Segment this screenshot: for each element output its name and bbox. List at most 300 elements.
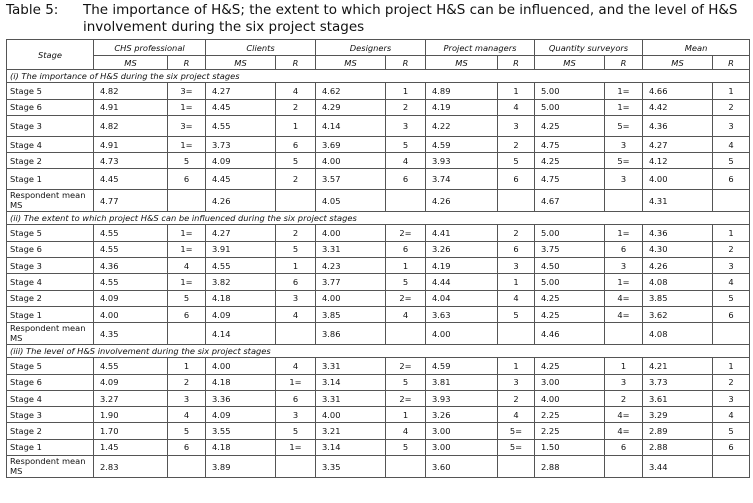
group-header-project-managers: Project managers	[426, 40, 535, 56]
rank-cell: 4	[276, 358, 316, 374]
table-row	[7, 153, 750, 169]
ms-cell: 4.25	[535, 153, 605, 169]
ms-cell: 3.74	[426, 169, 498, 190]
empty-rank-cell	[168, 190, 206, 212]
rank-cell: 2	[168, 374, 206, 390]
respondent-mean-value: 2.88	[535, 456, 605, 478]
rank-cell: 1=	[605, 99, 643, 115]
rank-cell: 5	[498, 153, 535, 169]
ms-cell: 4.22	[426, 115, 498, 136]
stage-header: Stage	[7, 40, 94, 70]
empty-rank-cell	[276, 190, 316, 212]
rank-cell: 1=	[276, 374, 316, 390]
rank-cell: 4	[276, 306, 316, 322]
ms-cell: 4.36	[643, 115, 713, 136]
rank-cell: 3	[168, 390, 206, 406]
rank-cell: 4	[276, 83, 316, 99]
ms-cell: 4.19	[426, 258, 498, 274]
subheader-ms: MS	[535, 56, 605, 70]
ms-cell: 4.00	[316, 407, 386, 423]
ms-cell: 4.00	[206, 358, 276, 374]
ms-cell: 3.31	[316, 241, 386, 257]
empty-rank-cell	[386, 456, 426, 478]
ms-cell: 2.88	[643, 439, 713, 455]
ms-cell: 5.00	[535, 83, 605, 99]
respondent-mean-value: 4.67	[535, 190, 605, 212]
rank-cell: 4	[168, 407, 206, 423]
rank-cell: 6	[168, 306, 206, 322]
subheader-r: R	[386, 56, 426, 70]
stage-label: Stage 2	[7, 290, 94, 306]
ms-cell: 2.25	[535, 407, 605, 423]
rank-cell: 4	[713, 136, 750, 152]
ms-cell: 3.85	[316, 306, 386, 322]
table-row	[7, 99, 750, 115]
ms-cell: 4.45	[206, 169, 276, 190]
rank-cell: 1	[276, 258, 316, 274]
table-row	[7, 290, 750, 306]
respondent-mean-value: 4.14	[206, 323, 276, 345]
respondent-mean-row	[7, 323, 750, 345]
group-header-mean: Mean	[643, 40, 750, 56]
ms-cell: 4.08	[643, 274, 713, 290]
ms-cell: 4.41	[426, 225, 498, 241]
stage-label: Stage 5	[7, 358, 94, 374]
empty-rank-cell	[168, 456, 206, 478]
rank-cell: 1=	[276, 439, 316, 455]
ms-cell: 3.81	[426, 374, 498, 390]
rank-cell: 1	[498, 358, 535, 374]
ms-cell: 4.00	[643, 169, 713, 190]
respondent-mean-value: 3.86	[316, 323, 386, 345]
rank-cell: 4	[498, 99, 535, 115]
ms-cell: 4.23	[316, 258, 386, 274]
respondent-mean-value: 3.89	[206, 456, 276, 478]
rank-cell: 3	[713, 115, 750, 136]
rank-cell: 2=	[386, 290, 426, 306]
rank-cell: 3	[605, 258, 643, 274]
stage-label: Stage 1	[7, 439, 94, 455]
respondent-mean-value: 3.35	[316, 456, 386, 478]
rank-cell: 1	[498, 274, 535, 290]
rank-cell: 6	[605, 241, 643, 257]
ms-cell: 4.09	[206, 407, 276, 423]
section-title-row	[7, 70, 750, 83]
ms-cell: 3.63	[426, 306, 498, 322]
rank-cell: 6	[713, 169, 750, 190]
rank-cell: 3	[386, 115, 426, 136]
ms-cell: 4.55	[206, 258, 276, 274]
ms-cell: 4.82	[94, 115, 168, 136]
ms-cell: 4.09	[94, 290, 168, 306]
stage-label: Stage 2	[7, 423, 94, 439]
ms-cell: 1.70	[94, 423, 168, 439]
respondent-mean-value: 4.31	[643, 190, 713, 212]
caption-title: The importance of H&S; the extent to which project H&S can be influenced, and the level of H&S involvement during the six project stages	[83, 2, 738, 35]
table-row	[7, 241, 750, 257]
rank-cell: 6	[276, 390, 316, 406]
rank-cell: 6	[276, 136, 316, 152]
rank-cell: 1=	[168, 274, 206, 290]
rank-cell: 5	[498, 306, 535, 322]
rank-cell: 3	[605, 136, 643, 152]
rank-cell: 2	[386, 99, 426, 115]
respondent-mean-row	[7, 190, 750, 212]
rank-cell: 4	[168, 258, 206, 274]
rank-cell: 6	[498, 241, 535, 257]
ms-cell: 4.73	[94, 153, 168, 169]
rank-cell: 2	[276, 225, 316, 241]
ms-cell: 3.31	[316, 390, 386, 406]
table-row	[7, 423, 750, 439]
rank-cell: 2	[605, 390, 643, 406]
ms-cell: 2.89	[643, 423, 713, 439]
rank-cell: 2	[498, 390, 535, 406]
rank-cell: 6	[386, 241, 426, 257]
ms-cell: 4.18	[206, 439, 276, 455]
ms-cell: 4.66	[643, 83, 713, 99]
rank-cell: 2=	[386, 225, 426, 241]
rank-cell: 3=	[168, 115, 206, 136]
ms-cell: 4.55	[94, 225, 168, 241]
ms-cell: 4.09	[206, 153, 276, 169]
rank-cell: 4	[386, 423, 426, 439]
ms-cell: 4.27	[206, 225, 276, 241]
ms-cell: 4.45	[206, 99, 276, 115]
ms-cell: 4.59	[426, 136, 498, 152]
ms-cell: 4.82	[94, 83, 168, 99]
rank-cell: 5=	[605, 153, 643, 169]
group-header-quantity-surveyors: Quantity surveyors	[535, 40, 643, 56]
rank-cell: 2=	[386, 390, 426, 406]
ms-cell: 4.42	[643, 99, 713, 115]
table-body	[7, 70, 750, 478]
ms-cell: 3.55	[206, 423, 276, 439]
ms-cell: 4.25	[535, 115, 605, 136]
ms-cell: 2.25	[535, 423, 605, 439]
group-header-designers: Designers	[316, 40, 426, 56]
rank-cell: 5	[276, 153, 316, 169]
rank-cell: 3=	[168, 83, 206, 99]
stage-label: Stage 4	[7, 136, 94, 152]
stage-label: Stage 1	[7, 306, 94, 322]
table-row	[7, 169, 750, 190]
rank-cell: 5	[713, 423, 750, 439]
subheader-r: R	[276, 56, 316, 70]
rank-cell: 1	[713, 225, 750, 241]
ms-cell: 3.14	[316, 374, 386, 390]
group-header-chs: CHS professional	[94, 40, 206, 56]
rank-cell: 5	[276, 241, 316, 257]
rank-cell: 2	[713, 374, 750, 390]
empty-rank-cell	[498, 323, 535, 345]
ms-cell: 4.04	[426, 290, 498, 306]
rank-cell: 1	[386, 258, 426, 274]
rank-cell: 4	[713, 274, 750, 290]
stage-label: Stage 6	[7, 99, 94, 115]
ms-cell: 3.73	[643, 374, 713, 390]
stage-label: Stage 6	[7, 374, 94, 390]
ms-cell: 4.25	[535, 290, 605, 306]
section-title: (iii) The level of H&S involvement during the six project stages	[7, 345, 750, 358]
ms-cell: 4.91	[94, 99, 168, 115]
rank-cell: 6	[168, 439, 206, 455]
hs-stages-table	[6, 39, 750, 478]
subheader-ms: MS	[316, 56, 386, 70]
ms-cell: 4.59	[426, 358, 498, 374]
rank-cell: 4	[713, 407, 750, 423]
subheader-r: R	[605, 56, 643, 70]
rank-cell: 5	[386, 374, 426, 390]
ms-cell: 4.89	[426, 83, 498, 99]
ms-cell: 4.50	[535, 258, 605, 274]
ms-cell: 4.36	[643, 225, 713, 241]
empty-rank-cell	[276, 456, 316, 478]
subheader-r: R	[498, 56, 535, 70]
ms-cell: 4.19	[426, 99, 498, 115]
ms-cell: 3.00	[535, 374, 605, 390]
rank-cell: 2	[276, 169, 316, 190]
ms-cell: 4.44	[426, 274, 498, 290]
ms-cell: 5.00	[535, 99, 605, 115]
ms-cell: 4.27	[206, 83, 276, 99]
rank-cell: 6	[713, 306, 750, 322]
table-row	[7, 274, 750, 290]
ms-cell: 4.00	[535, 390, 605, 406]
table-row	[7, 258, 750, 274]
empty-rank-cell	[605, 456, 643, 478]
rank-cell: 5=	[498, 439, 535, 455]
stage-label: Stage 4	[7, 274, 94, 290]
stage-label: Stage 3	[7, 115, 94, 136]
ms-cell: 3.93	[426, 153, 498, 169]
ms-cell: 4.12	[643, 153, 713, 169]
rank-cell: 5=	[498, 423, 535, 439]
ms-cell: 4.09	[206, 306, 276, 322]
rank-cell: 3	[276, 290, 316, 306]
subheader-row	[7, 56, 750, 70]
rank-cell: 2	[498, 136, 535, 152]
stage-label: Stage 5	[7, 83, 94, 99]
empty-rank-cell	[713, 323, 750, 345]
ms-cell: 4.14	[316, 115, 386, 136]
respondent-mean-value: 4.46	[535, 323, 605, 345]
respondent-mean-value: 3.44	[643, 456, 713, 478]
ms-cell: 3.77	[316, 274, 386, 290]
rank-cell: 5	[168, 423, 206, 439]
respondent-mean-label: Respondent mean MS	[7, 190, 94, 212]
table-row	[7, 83, 750, 99]
rank-cell: 1	[713, 83, 750, 99]
rank-cell: 5	[276, 423, 316, 439]
respondent-mean-value: 2.83	[94, 456, 168, 478]
rank-cell: 3	[498, 115, 535, 136]
subheader-r: R	[168, 56, 206, 70]
table-row	[7, 225, 750, 241]
ms-cell: 4.36	[94, 258, 168, 274]
ms-cell: 3.85	[643, 290, 713, 306]
rank-cell: 4	[386, 306, 426, 322]
rank-cell: 3	[713, 390, 750, 406]
ms-cell: 4.18	[206, 374, 276, 390]
rank-cell: 1=	[168, 136, 206, 152]
section-title-row	[7, 212, 750, 225]
ms-cell: 3.36	[206, 390, 276, 406]
rank-cell: 4=	[605, 306, 643, 322]
ms-cell: 4.75	[535, 169, 605, 190]
ms-cell: 3.62	[643, 306, 713, 322]
ms-cell: 4.00	[316, 225, 386, 241]
ms-cell: 4.55	[94, 241, 168, 257]
ms-cell: 4.55	[206, 115, 276, 136]
table-row	[7, 374, 750, 390]
ms-cell: 3.00	[426, 439, 498, 455]
ms-cell: 4.91	[94, 136, 168, 152]
ms-cell: 4.27	[643, 136, 713, 152]
table-row	[7, 136, 750, 152]
rank-cell: 2	[276, 99, 316, 115]
rank-cell: 5	[168, 290, 206, 306]
rank-cell: 6	[168, 169, 206, 190]
rank-cell: 4	[386, 153, 426, 169]
rank-cell: 5	[386, 439, 426, 455]
rank-cell: 3	[276, 407, 316, 423]
rank-cell: 5	[386, 136, 426, 152]
ms-cell: 4.00	[316, 290, 386, 306]
subheader-ms: MS	[94, 56, 168, 70]
ms-cell: 3.82	[206, 274, 276, 290]
ms-cell: 4.30	[643, 241, 713, 257]
rank-cell: 3	[498, 258, 535, 274]
rank-cell: 5	[713, 153, 750, 169]
stage-label: Stage 6	[7, 241, 94, 257]
empty-rank-cell	[713, 190, 750, 212]
ms-cell: 3.14	[316, 439, 386, 455]
group-header-clients: Clients	[206, 40, 316, 56]
ms-cell: 4.75	[535, 136, 605, 152]
rank-cell: 4	[498, 407, 535, 423]
ms-cell: 3.26	[426, 407, 498, 423]
ms-cell: 4.25	[535, 358, 605, 374]
ms-cell: 4.18	[206, 290, 276, 306]
rank-cell: 6	[386, 169, 426, 190]
subheader-r: R	[713, 56, 750, 70]
ms-cell: 3.75	[535, 241, 605, 257]
rank-cell: 1	[498, 83, 535, 99]
subheader-ms: MS	[206, 56, 276, 70]
ms-cell: 3.69	[316, 136, 386, 152]
ms-cell: 5.00	[535, 274, 605, 290]
rank-cell: 3	[498, 374, 535, 390]
stage-label: Stage 3	[7, 258, 94, 274]
section-title: (i) The importance of H&S during the six project stages	[7, 70, 750, 83]
ms-cell: 1.45	[94, 439, 168, 455]
rank-cell: 2	[713, 241, 750, 257]
ms-cell: 3.57	[316, 169, 386, 190]
empty-rank-cell	[386, 190, 426, 212]
rank-cell: 5	[386, 274, 426, 290]
rank-cell: 1	[386, 83, 426, 99]
empty-rank-cell	[605, 190, 643, 212]
table-row	[7, 439, 750, 455]
ms-cell: 3.21	[316, 423, 386, 439]
ms-cell: 3.31	[316, 358, 386, 374]
respondent-mean-row	[7, 456, 750, 478]
ms-cell: 1.50	[535, 439, 605, 455]
stage-label: Stage 1	[7, 169, 94, 190]
empty-rank-cell	[713, 456, 750, 478]
respondent-mean-label: Respondent mean MS	[7, 456, 94, 478]
rank-cell: 1	[386, 407, 426, 423]
empty-rank-cell	[498, 190, 535, 212]
ms-cell: 3.29	[643, 407, 713, 423]
rank-cell: 4	[498, 290, 535, 306]
ms-cell: 3.00	[426, 423, 498, 439]
caption-number: Table 5:	[6, 2, 59, 18]
stage-label: Stage 2	[7, 153, 94, 169]
empty-rank-cell	[168, 323, 206, 345]
rank-cell: 2	[498, 225, 535, 241]
table-row	[7, 358, 750, 374]
ms-cell: 4.00	[94, 306, 168, 322]
respondent-mean-value: 4.08	[643, 323, 713, 345]
rank-cell: 1	[276, 115, 316, 136]
rank-cell: 3	[605, 169, 643, 190]
section-title: (ii) The extent to which project H&S can be influenced during the six project stages	[7, 212, 750, 225]
table-row	[7, 115, 750, 136]
rank-cell: 4=	[605, 290, 643, 306]
respondent-mean-value: 4.26	[426, 190, 498, 212]
rank-cell: 6	[605, 439, 643, 455]
ms-cell: 4.29	[316, 99, 386, 115]
ms-cell: 4.45	[94, 169, 168, 190]
rank-cell: 1=	[168, 241, 206, 257]
empty-rank-cell	[498, 456, 535, 478]
ms-cell: 4.09	[94, 374, 168, 390]
rank-cell: 6	[498, 169, 535, 190]
ms-cell: 4.00	[316, 153, 386, 169]
rank-cell: 1	[713, 358, 750, 374]
empty-rank-cell	[605, 323, 643, 345]
respondent-mean-value: 3.60	[426, 456, 498, 478]
rank-cell: 5	[168, 153, 206, 169]
ms-cell: 3.26	[426, 241, 498, 257]
group-header-row	[7, 40, 750, 56]
ms-cell: 5.00	[535, 225, 605, 241]
table-row	[7, 306, 750, 322]
rank-cell: 1=	[168, 225, 206, 241]
respondent-mean-value: 4.77	[94, 190, 168, 212]
ms-cell: 4.55	[94, 358, 168, 374]
table-row	[7, 407, 750, 423]
rank-cell: 2	[713, 99, 750, 115]
rank-cell: 4=	[605, 423, 643, 439]
rank-cell: 6	[713, 439, 750, 455]
empty-rank-cell	[276, 323, 316, 345]
table-row	[7, 390, 750, 406]
rank-cell: 3	[713, 258, 750, 274]
rank-cell: 5	[713, 290, 750, 306]
ms-cell: 4.21	[643, 358, 713, 374]
stage-label: Stage 3	[7, 407, 94, 423]
section-title-row	[7, 345, 750, 358]
respondent-mean-value: 4.26	[206, 190, 276, 212]
rank-cell: 3	[605, 374, 643, 390]
table-caption	[6, 2, 751, 38]
stage-label: Stage 4	[7, 390, 94, 406]
ms-cell: 4.62	[316, 83, 386, 99]
ms-cell: 3.27	[94, 390, 168, 406]
